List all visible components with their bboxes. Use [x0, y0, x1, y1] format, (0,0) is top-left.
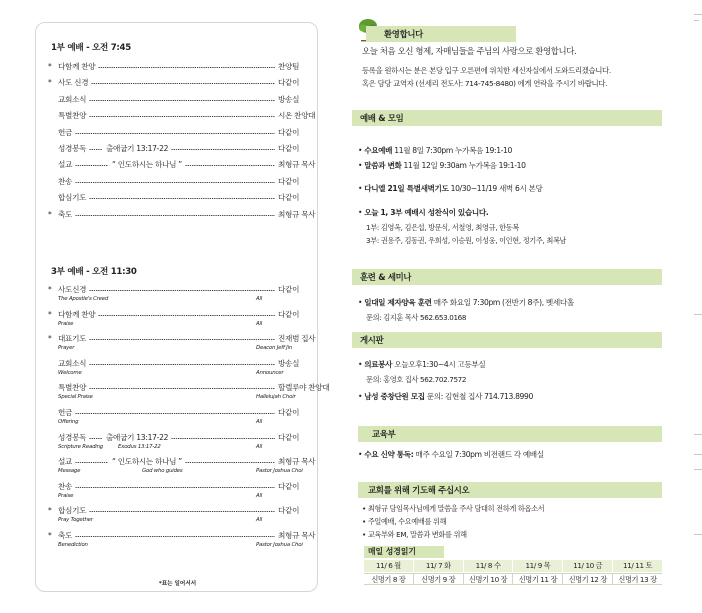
worship-item-daniel: • 다니엘 21일 특별새벽기도 10/30~11/19 새벽 6시 본당: [358, 184, 543, 193]
service-item-label: 찬송: [58, 481, 73, 491]
reading-day: 11/ 8 수: [463, 560, 513, 572]
dot-leader: [89, 339, 275, 340]
board-banner: 게시판: [352, 332, 662, 348]
service-line-english: [58, 516, 308, 524]
reading-title: 매일 성경읽기: [364, 546, 444, 558]
service-line-english: [58, 295, 308, 303]
english-leader: All: [256, 419, 263, 425]
english-label: Benediction: [58, 542, 88, 548]
service-item-label: 특별찬양: [58, 383, 87, 393]
service-item-leader: 시온 찬양대: [278, 111, 316, 121]
service-line-english: [58, 369, 308, 377]
page-edge-marks: [694, 14, 702, 604]
standing-marker: *: [48, 531, 52, 540]
dot-leader: [89, 290, 275, 291]
dot-leader: [185, 462, 275, 463]
service-item-leader: 다같이: [278, 176, 300, 186]
service-item-leader: 다같이: [278, 432, 300, 442]
training-contact: 문의: 김지훈 목사 562.653.0168: [366, 313, 467, 322]
service-item-leader: 찬양팀: [278, 62, 300, 71]
service-item-detail: 출애굽기 13:17-22: [106, 432, 169, 442]
standing-marker: *: [48, 209, 52, 219]
communion-first-service: 1부: 김영옥, 김은섭, 방문식, 서철영, 최영규, 한동복: [366, 223, 519, 232]
standing-marker: *: [48, 62, 52, 71]
reading-chapter: 신명기 13 장: [612, 574, 662, 584]
service-item-label: 성경봉독: [58, 432, 87, 442]
service-item-label: 찬송: [58, 176, 73, 186]
prayer-item: • 주일예배, 수요예배를 위해: [362, 517, 447, 526]
dot-leader: [89, 100, 275, 101]
training-item: • 일대일 제자양육 훈련 매주 화요일 7:30pm (전반기 8주), 벳세다홀: [358, 298, 574, 307]
service-item-label: 교회소식: [58, 94, 87, 104]
english-label: Scripture Reading: [58, 443, 104, 450]
service-item-leader: 다같이: [278, 481, 300, 491]
service-item-leader: 최형규 목사: [278, 209, 316, 219]
english-leader: Announcer: [256, 369, 284, 376]
service-item-label: 대표기도: [58, 334, 87, 344]
standing-marker: *: [48, 506, 52, 516]
dot-leader: [75, 133, 275, 134]
dot-leader: [89, 149, 102, 150]
service-line-english: [58, 344, 308, 352]
dot-leader: [75, 536, 275, 537]
service-item-leader: 다같이: [278, 506, 300, 516]
standing-marker: *: [48, 334, 52, 344]
service-item-leader: 다같이: [278, 193, 300, 203]
dot-leader: [89, 116, 275, 117]
service-line: [48, 407, 304, 418]
service-line: [48, 192, 304, 203]
service-item-label: 축도: [58, 531, 73, 540]
dot-leader: [75, 165, 108, 166]
welcome-line1: 오늘 처음 오신 형제, 자매님들을 주님의 사랑으로 환영합니다.: [362, 46, 577, 56]
dot-leader: [89, 511, 275, 512]
service-line: [48, 209, 316, 220]
service-item-detail: 출애굽기 13:17-22: [106, 144, 169, 153]
service-item-leader: 다같이: [278, 144, 300, 153]
dot-leader: [185, 165, 275, 166]
dot-leader: [98, 67, 275, 68]
service-item-label: 사도 신경: [58, 78, 89, 88]
dot-leader: [75, 413, 275, 414]
service-item-label: 다함께 찬양: [58, 309, 96, 319]
service-item-leader: 방송실: [278, 94, 300, 104]
reading-chapter: 신명기 10 장: [463, 574, 513, 584]
service-line: [48, 284, 304, 295]
service-line: [48, 456, 316, 467]
order-of-service-panel: [35, 22, 330, 592]
service-item-label: 합심기도: [58, 193, 87, 203]
service-line: [48, 176, 304, 187]
standing-marker: *: [48, 309, 52, 319]
reading-day: 11/ 11 토: [612, 560, 662, 572]
service-item-leader: 다같이: [278, 127, 300, 137]
service-item-leader: 다같이: [278, 78, 300, 88]
service-line: [48, 505, 304, 516]
welcome-banner: 환영합니다: [366, 26, 516, 42]
service-item-label: 다함께 찬양: [58, 62, 96, 71]
service-line: [48, 530, 316, 541]
english-leader: Pastor Joshua Choi: [256, 468, 303, 475]
service-item-leader: 최형규 목사: [278, 457, 316, 467]
reading-chapters-row: [364, 573, 662, 585]
welcome-line2: 등록을 원하시는 분은 본당 입구 오른편에 위치한 새신자실에서 도와드리겠습니다.: [362, 66, 611, 75]
english-leader: All: [256, 517, 263, 524]
english-label: Welcome: [58, 369, 82, 376]
service-item-leader: 최형규 목사: [278, 531, 316, 540]
reading-day: 11/ 10 금: [562, 560, 612, 572]
service-line: [48, 77, 304, 88]
service-item-label: 합심기도: [58, 506, 87, 516]
english-leader: All: [256, 320, 263, 327]
english-leader: All: [256, 492, 263, 499]
service-item-leader: 방송실: [278, 358, 300, 368]
board-item-medical: • 의료봉사 오늘오후1:30~4시 고등부실: [358, 360, 486, 369]
service-item-leader: 다같이: [278, 309, 300, 319]
service-line-english: [58, 467, 308, 475]
service-line: [48, 333, 316, 344]
service-item-label: 설교: [58, 457, 73, 467]
service-item-label: 축도: [58, 209, 73, 219]
dot-leader: [91, 83, 275, 84]
service-item-label: 설교: [58, 160, 73, 170]
english-leader: Pastor Joshua Choi: [256, 542, 303, 548]
service-line-english: [58, 418, 308, 426]
service-line: [48, 432, 304, 443]
service-item-label: 헌금: [58, 127, 73, 137]
english-label: Offering: [58, 419, 79, 425]
service-item-label: 사도신경: [58, 285, 87, 294]
reading-chapter: 신명기 8 장: [371, 575, 406, 584]
english-label: Prayer: [58, 345, 75, 352]
dot-leader: [89, 438, 102, 439]
service-line: [48, 61, 304, 72]
english-detail: Exodus 13:17-22: [118, 443, 161, 450]
english-detail: God who guides: [142, 468, 183, 475]
service-item-label: 특별찬양: [58, 111, 87, 121]
english-label: Pray Together: [58, 517, 93, 524]
service-line: [48, 94, 304, 105]
service-line: [48, 358, 304, 369]
dot-leader: [75, 215, 275, 216]
dot-leader: [171, 149, 275, 150]
dot-leader: [75, 182, 275, 183]
standing-footnote: *표는 일어서서: [158, 581, 197, 587]
english-label: Special Praise: [58, 394, 93, 401]
reading-chapter: 신명기 12 장: [562, 574, 612, 584]
service-item-leader: 할렐루야 찬양대: [278, 383, 330, 393]
service-line-english: [58, 492, 308, 500]
english-label: Praise: [58, 492, 74, 499]
reading-day: 11/ 7 화: [413, 560, 463, 572]
service-item-leader: 다같이: [278, 408, 300, 417]
service-line: [48, 110, 316, 121]
dot-leader: [98, 315, 275, 316]
service-line: [48, 382, 330, 393]
worship-item-communion: • 오늘 1, 3부 예배시 성찬식이 있습니다.: [358, 208, 489, 217]
service-line: [48, 481, 304, 492]
prayer-item: • 교육부와 EM, 말씀과 변화를 위해: [362, 530, 467, 539]
service-line: [48, 309, 304, 320]
medical-contact: 문의: 홍영호 집사 562.702.7572: [366, 375, 467, 384]
service-line-english: [58, 443, 308, 451]
standing-marker: *: [48, 78, 52, 88]
reading-days-row: [364, 560, 662, 572]
standing-marker: *: [48, 285, 52, 294]
english-leader: Hallelujah Choir: [256, 394, 296, 401]
service-line-english: [58, 541, 308, 549]
board-item-choir: • 남성 중창단원 모집 문의: 김현철 집사 714.713.8990: [358, 392, 534, 401]
reading-day: 11/ 6 월: [375, 561, 401, 570]
education-banner: 교육부: [358, 426, 662, 442]
service-item-label: 교회소식: [58, 358, 87, 368]
english-leader: Deacon Jeff Jin: [256, 345, 293, 352]
service-line-english: [58, 393, 308, 401]
service1-title: 1부 예배 - 오전 7:45: [51, 43, 131, 53]
dot-leader: [89, 198, 275, 199]
dot-leader: [75, 462, 108, 463]
dot-leader: [89, 364, 275, 365]
english-label: The Apostle's Creed: [58, 296, 109, 302]
training-banner: 훈련 & 세미나: [352, 269, 662, 285]
dot-leader: [75, 487, 275, 488]
welcome-line3: 혹은 담당 교역자 (선세리 전도사: 714-745-8480) 에게 연락을 주시기 바랍니다.: [362, 79, 608, 88]
education-item: • 수요 신약 통독: 매주 수요일 7:30pm 비전랜드 각 예배실: [358, 450, 544, 459]
english-leader: All: [256, 443, 263, 450]
worship-item-wednesday: • 수요예배 11월 8일 7:30pm 누가복음 19:1-10: [358, 146, 513, 155]
communion-third-service: 3부: 권용주, 김동권, 우희성, 이승원, 이성웅, 이인현, 정기주, 최복남: [366, 236, 567, 245]
service-item-detail: “ 인도하시는 하나님 ”: [112, 160, 182, 170]
worship-banner: 예배 & 모임: [352, 110, 662, 126]
service-item-detail: “ 인도하시는 하나님 ”: [112, 457, 182, 467]
reading-chapter: 신명기 11 장: [512, 574, 562, 584]
reading-chapter: 신명기 9 장: [413, 574, 463, 584]
service-item-leader: 다같이: [278, 285, 300, 294]
service-line: [48, 127, 304, 138]
english-label: Message: [58, 468, 81, 475]
service-line: [48, 159, 316, 170]
dot-leader: [171, 438, 275, 439]
service-item-label: 성경봉독: [58, 144, 87, 153]
reading-day: 11/ 9 목: [512, 560, 562, 572]
announcements-panel: [352, 18, 662, 598]
worship-item-word: • 말씀과 변화 11월 12일 9:30am 누가복음 19:1-10: [358, 161, 526, 170]
dot-leader: [89, 388, 275, 389]
english-label: Praise: [58, 320, 74, 327]
prayer-banner: 교회를 위해 기도해 주십시오: [358, 482, 662, 498]
service-item-leader: 진재범 집사: [278, 334, 316, 344]
service-item-label: 헌금: [58, 408, 73, 417]
service-line-english: [58, 320, 308, 328]
service-item-leader: 최형규 목사: [278, 160, 316, 170]
service-line: [48, 143, 304, 154]
service3-title: 3부 예배 - 오전 11:30: [51, 267, 137, 277]
prayer-item: • 최형규 담임목사님에게 말씀을 주사 담대히 전하게 하옵소서: [362, 504, 545, 513]
english-leader: All: [256, 296, 263, 302]
